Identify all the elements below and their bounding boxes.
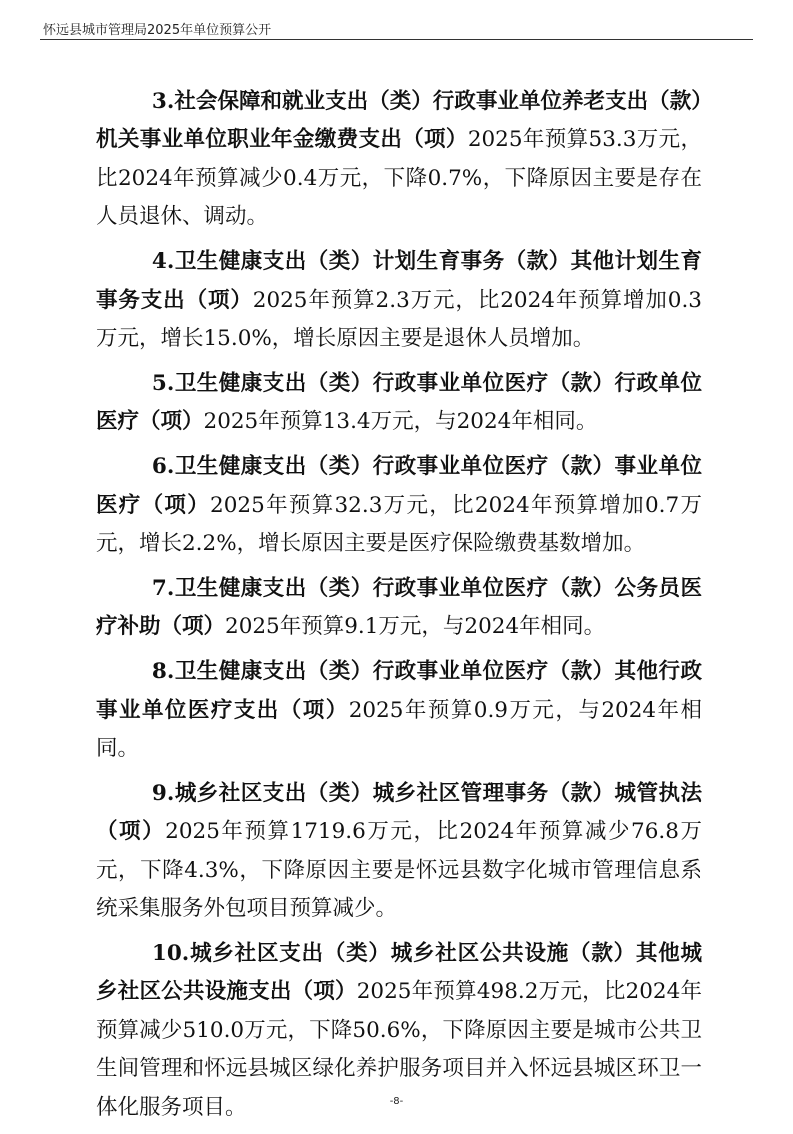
paragraph-heading: 6.卫生健康支出（类）行政事业单位医疗（款）事业单位医疗（项） [96, 454, 702, 518]
paragraph-heading: 7.卫生健康支出（类）行政事业单位医疗（款）公务员医疗补助（项） [96, 575, 702, 640]
paragraph-text: 2025年预算2.3万元，比2024年预算增加0.3万元，增长15.0%，增长原因主要是退休人员增加。 [96, 287, 702, 351]
paragraph-heading: 9.城乡社区支出（类）城乡社区管理事务（款）城管执法（项） [96, 780, 702, 845]
paragraph-item-6 [96, 448, 702, 563]
paragraph-text: 2025年预算53.3万元，比2024年预算减少0.4万元，下降0.7%，下降原因主要是存在人员退休、调动。 [96, 127, 702, 230]
paragraph-heading: 10.城乡社区支出（类）城乡社区公共设施（款）其他城乡社区公共设施支出（项） [96, 941, 702, 1005]
paragraph-text: 2025年预算13.4万元，与2024年相同。 [203, 409, 598, 435]
paragraph-text: 2025年预算498.2万元，比2024年预算减少510.0万元，下降50.6%，下降原因主要是城市公共卫生间管理和怀远县城区绿化养护服务项目并入怀远县城区环卫一体化服务项目。 [96, 979, 702, 1120]
paragraph-text: 2025年预算32.3万元，比2024年预算增加0.7万元，增长2.2%，增长原因主要是医疗保险缴费基数增加。 [96, 492, 702, 556]
document-body [96, 83, 702, 1134]
paragraph-text: 2025年预算1719.6万元，比2024年预算减少76.8万元，下降4.3%，下降原因主要是怀远县数字化城市管理信息系统采集服务外包项目预算减少。 [96, 819, 702, 922]
paragraph-heading: 4.卫生健康支出（类）计划生育事务（款）其他计划生育事务支出（项） [96, 249, 702, 313]
paragraph-heading: 3.社会保障和就业支出（类）行政事业单位养老支出（款）机关事业单位职业年金缴费支出（项） [96, 89, 702, 153]
document-header-title: 怀远县城市管理局2025年单位预算公开 [43, 23, 272, 38]
header-divider [40, 39, 753, 40]
paragraph-item-5 [96, 365, 702, 442]
paragraph-heading: 5.卫生健康支出（类）行政事业单位医疗（款）行政单位医疗（项） [96, 370, 702, 435]
paragraph-heading: 8.卫生健康支出（类）行政事业单位医疗（款）其他行政事业单位医疗支出（项） [96, 659, 702, 723]
paragraph-item-8 [96, 653, 702, 768]
paragraph-text: 2025年预算0.9万元，与2024年相同。 [96, 697, 702, 761]
page-number: -8- [389, 1096, 404, 1107]
paragraph-item-3 [96, 83, 702, 237]
paragraph-item-9 [96, 775, 702, 929]
paragraph-item-4 [96, 243, 702, 358]
paragraph-item-7 [96, 570, 702, 647]
paragraph-text: 2025年预算9.1万元，与2024年相同。 [225, 614, 606, 640]
